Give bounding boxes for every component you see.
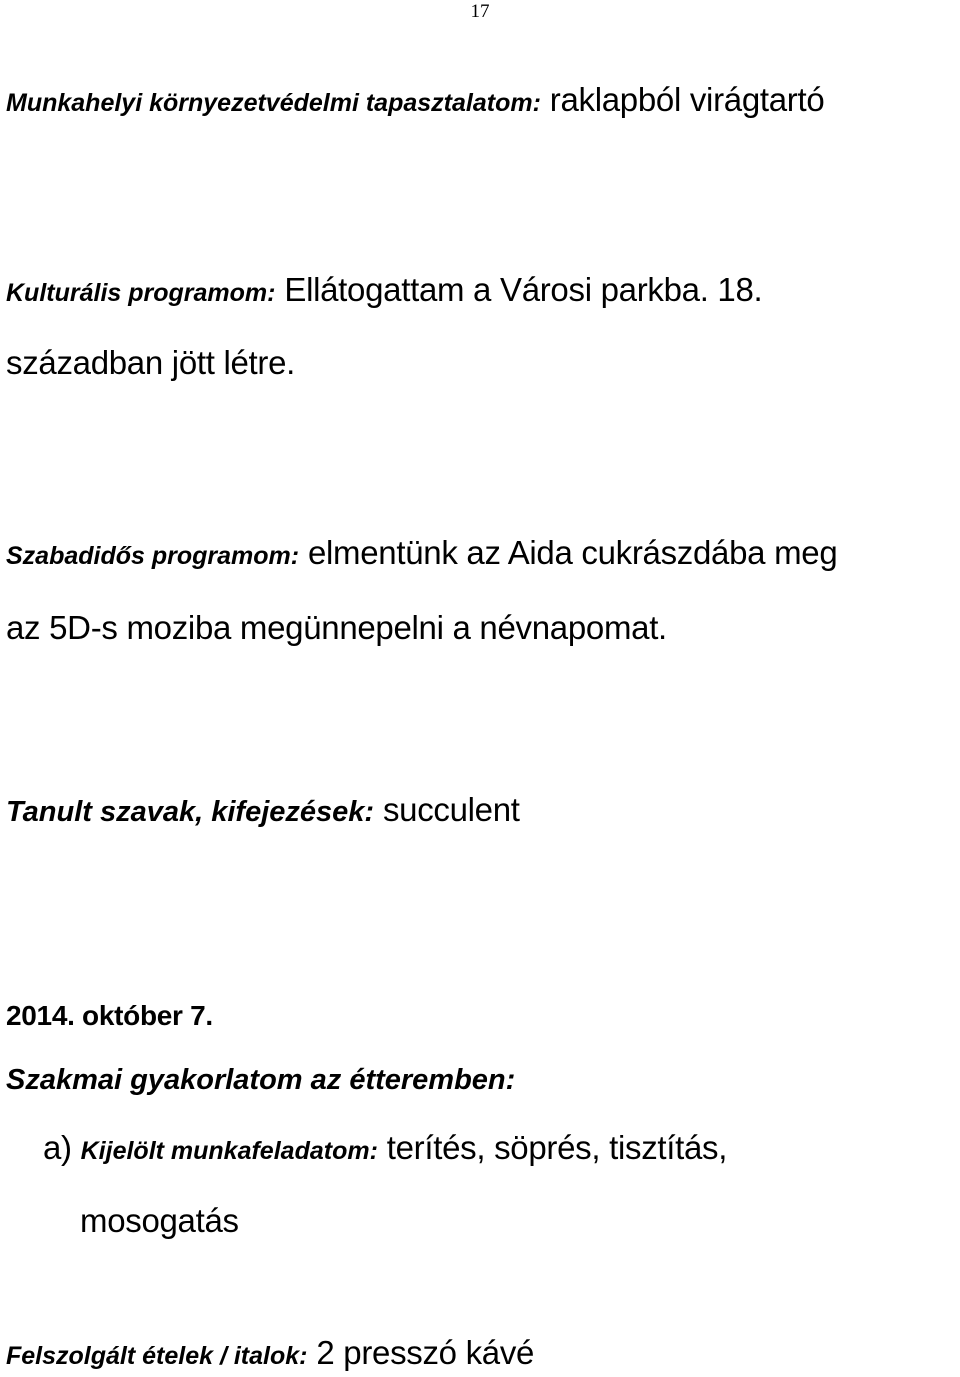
environment-value: raklapból virágtartó [549, 81, 825, 118]
culture-value-line1: Ellátogattam a Városi parkba. 18. [284, 271, 763, 308]
date-heading: 2014. október 7. [6, 1000, 213, 1031]
leisure-value-line1: elmentünk az Aida cukrászdába meg [307, 534, 838, 571]
practice-heading: Szakmai gyakorlatom az étteremben: [6, 1064, 516, 1096]
leisure-entry-continued [6, 608, 667, 648]
item-a-marker: a) [43, 1129, 72, 1166]
served-value: 2 presszó kávé [316, 1334, 535, 1371]
item-a-label: Kijelölt munkafeladatom: [80, 1137, 378, 1165]
environment-label: Munkahelyi környezetvédelmi tapasztalatom: [6, 89, 541, 117]
entry-date [6, 994, 213, 1036]
culture-entry-continued [6, 343, 295, 383]
page-number: 17 [470, 1, 490, 22]
culture-label: Kulturális programom: [6, 279, 276, 307]
culture-value-line2: században jött létre. [6, 344, 296, 381]
practice-item-a-continued [80, 1201, 239, 1241]
item-a-value-line2: mosogatás [80, 1202, 239, 1239]
leisure-label: Szabadidős programom: [6, 542, 300, 570]
served-label: Felszolgált ételek / italok: [6, 1342, 308, 1370]
leisure-entry [6, 533, 837, 576]
culture-entry [6, 270, 762, 313]
practice-item-a [43, 1128, 727, 1171]
item-a-value-line1: terítés, söprés, tisztítás, [386, 1129, 728, 1166]
vocabulary-label: Tanult szavak, kifejezések: [6, 796, 375, 828]
served-entry [6, 1333, 534, 1376]
leisure-value-line2: az 5D-s moziba megünnepelni a névnapomat. [6, 609, 667, 646]
environment-entry [6, 80, 824, 123]
practice-heading-line [6, 1058, 515, 1100]
vocabulary-entry [6, 790, 520, 832]
vocabulary-value: succulent [382, 791, 520, 828]
